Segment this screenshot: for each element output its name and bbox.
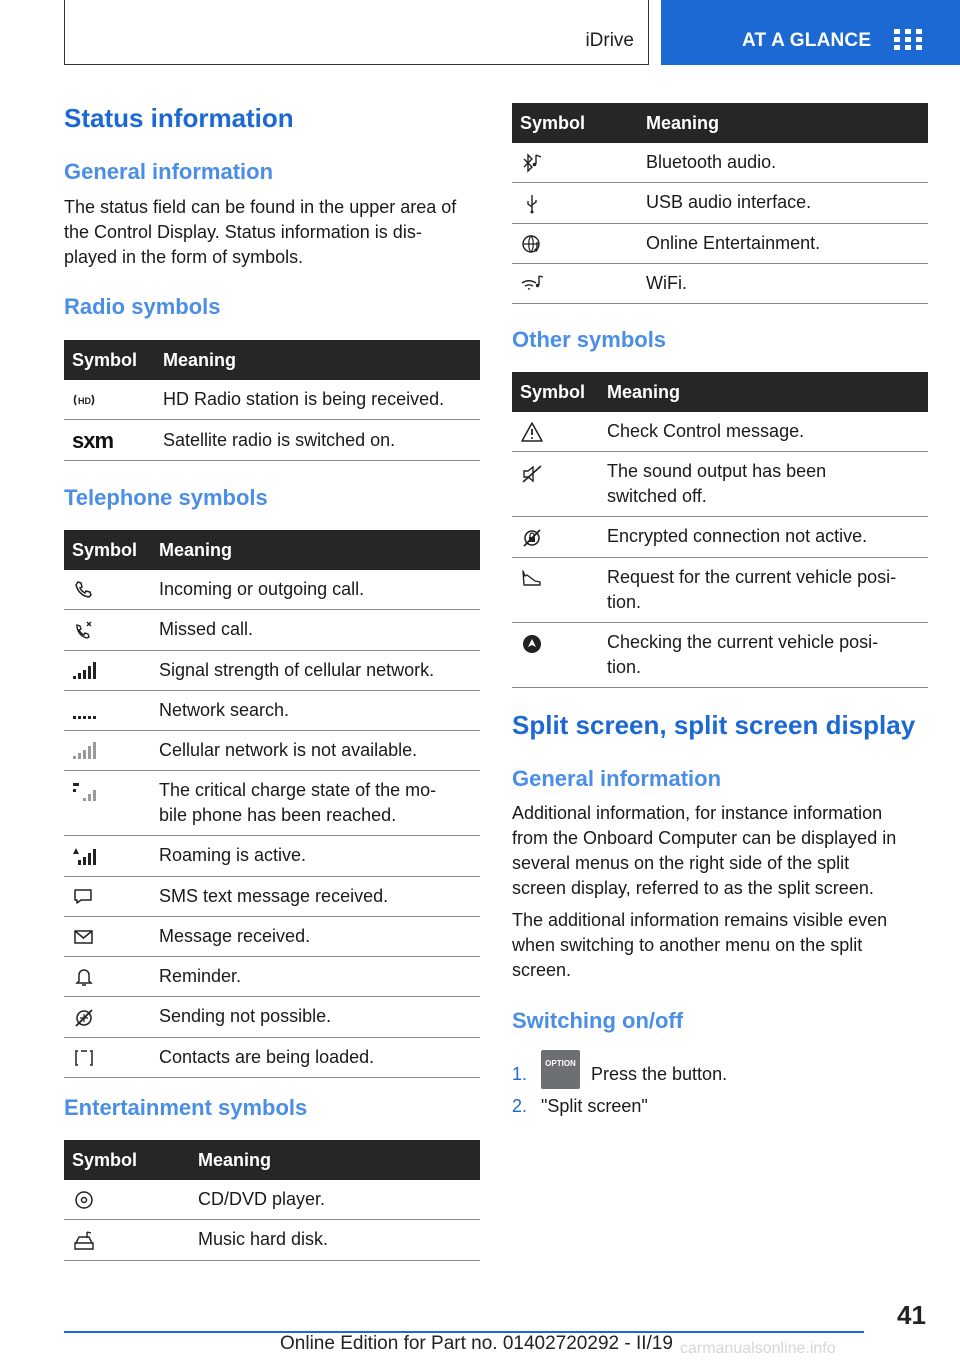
- radio-symbols-heading: Radio symbols: [64, 294, 221, 319]
- meaning-column-header: Meaning: [163, 340, 480, 380]
- watermark-text: carmanualsonline.info: [680, 1340, 836, 1357]
- table-row: Contacts are being loaded.: [64, 1037, 480, 1077]
- table-row: Sending not possible.: [64, 997, 480, 1037]
- disc-icon: [72, 1188, 96, 1212]
- switching-on-off-heading: Switching on/off: [512, 1008, 684, 1033]
- header-section-label: iDrive: [585, 30, 634, 51]
- table-row: CD/DVD player.: [64, 1180, 480, 1220]
- signal-bars-icon: [72, 659, 96, 683]
- table-row: SMS text message received.: [64, 876, 480, 916]
- list-item: [512, 1096, 928, 1126]
- entertainment-symbols-table-continued: [512, 103, 928, 304]
- table-cell-meaning: HD Radio station is being received.: [163, 380, 480, 420]
- table-row: Encrypted connection not active.: [512, 517, 928, 557]
- other-symbols-heading: Other symbols: [512, 327, 667, 352]
- online-entertainment-icon: [520, 232, 544, 256]
- symbol-column-header: Symbol: [512, 103, 646, 143]
- footer-edition-text: Online Edition for Part no. 01402720292 - II/19: [280, 1333, 673, 1354]
- other-symbols-table: [512, 372, 928, 688]
- table-row: WiFi.: [512, 263, 928, 303]
- table-row: [64, 420, 480, 461]
- speaker-muted-icon: [520, 462, 544, 486]
- header-chapter-box: [661, 0, 960, 65]
- option-button-icon: OPTION: [541, 1050, 580, 1089]
- sxm-logo-icon: sxm: [72, 428, 114, 453]
- step-number: 1.: [512, 1064, 528, 1084]
- header-chapter-label: AT A GLANCE: [742, 30, 872, 51]
- hard-disk-icon: [72, 1229, 96, 1253]
- table-row: Message received.: [64, 916, 480, 956]
- symbol-column-header: Symbol: [64, 340, 163, 380]
- status-information-title: Status information: [64, 103, 294, 133]
- network-search-icon: [72, 699, 96, 723]
- envelope-icon: [72, 925, 96, 949]
- radio-symbols-table: [64, 340, 480, 461]
- split-screen-text-2: The additional information remains visible even when switching to another menu on the split screen.: [512, 910, 888, 980]
- general-information-text: The status field can be found in the upper area of the Control Display. Status information is dis- played in the form of symbols.: [64, 197, 457, 267]
- phone-handset-icon: [72, 578, 96, 602]
- table-row: [512, 452, 928, 517]
- no-network-icon: [72, 739, 96, 763]
- header-section-box: [64, 0, 649, 65]
- table-row: Bluetooth audio.: [512, 143, 928, 183]
- step-text: "Split screen": [541, 1096, 648, 1116]
- missed-call-icon: [72, 619, 96, 643]
- vehicle-position-check-icon: [520, 632, 544, 656]
- symbol-column-header: Symbol: [64, 530, 159, 570]
- table-row: Check Control message.: [512, 412, 928, 452]
- meaning-column-header: Meaning: [159, 530, 480, 570]
- split-screen-text-1: Additional information, for instance information from the Onboard Computer can be displayed in several menus on the right side of the split screen display, referred to as the split screen.: [512, 803, 897, 898]
- telephone-symbols-table: [64, 530, 480, 1078]
- usb-icon: [520, 192, 544, 216]
- vehicle-position-request-icon: [520, 567, 544, 591]
- meaning-column-header: Meaning: [646, 103, 928, 143]
- wifi-icon: [520, 272, 544, 296]
- table-row: USB audio interface.: [512, 183, 928, 223]
- split-screen-title: Split screen, split screen display: [512, 710, 916, 740]
- step-text: Press the button.: [591, 1064, 728, 1084]
- table-row: Music hard disk.: [64, 1220, 480, 1260]
- telephone-symbols-heading: Telephone symbols: [64, 485, 268, 510]
- table-row: Reminder.: [64, 957, 480, 997]
- symbol-column-header: Symbol: [512, 372, 607, 412]
- table-header-row: [64, 340, 480, 380]
- table-cell-meaning: The sound output has been switched off.: [607, 452, 928, 517]
- roaming-icon: [72, 845, 96, 869]
- step-number: 2.: [512, 1096, 528, 1116]
- table-row: [512, 622, 928, 687]
- table-row: Roaming is active.: [64, 836, 480, 876]
- encryption-off-icon: [520, 526, 544, 550]
- table-row: Network search.: [64, 690, 480, 730]
- table-header-row: [512, 103, 928, 143]
- general-information-heading: General information: [64, 159, 274, 184]
- sending-blocked-icon: [72, 1006, 96, 1030]
- table-row: Signal strength of cellular network.: [64, 650, 480, 690]
- svg-text:HD: HD: [78, 396, 91, 407]
- table-row: Incoming or outgoing call.: [64, 570, 480, 610]
- hd-radio-icon: [72, 388, 96, 412]
- contacts-loading-icon: [72, 1046, 96, 1070]
- entertainment-symbols-table: [64, 1140, 480, 1261]
- list-item: [512, 1059, 928, 1094]
- grid-menu-icon: [894, 29, 922, 51]
- sms-bubble-icon: [72, 885, 96, 909]
- page-number: 41: [897, 1300, 926, 1330]
- table-header-row: [64, 1140, 480, 1180]
- table-row: [64, 380, 480, 420]
- table-row: Cellular network is not available.: [64, 731, 480, 771]
- table-cell-meaning: The critical charge state of the mo- bile phone has been reached.: [159, 771, 480, 836]
- meaning-column-header: Meaning: [198, 1140, 480, 1180]
- table-cell-meaning: Request for the current vehicle posi- tion.: [607, 557, 928, 622]
- symbol-column-header: Symbol: [64, 1140, 198, 1180]
- bluetooth-audio-icon: [520, 151, 544, 175]
- table-row: [512, 557, 928, 622]
- table-row: Missed call.: [64, 610, 480, 650]
- entertainment-symbols-heading: Entertainment symbols: [64, 1095, 308, 1120]
- table-header-row: [64, 530, 480, 570]
- table-row: Online Entertainment.: [512, 223, 928, 263]
- meaning-column-header: Meaning: [607, 372, 928, 412]
- low-battery-icon: [72, 781, 96, 805]
- table-cell-meaning: Checking the current vehicle posi- tion.: [607, 622, 928, 687]
- table-row: [64, 771, 480, 836]
- warning-triangle-icon: [520, 420, 544, 444]
- table-cell-meaning: Satellite radio is switched on.: [163, 420, 480, 461]
- bell-icon: [72, 965, 96, 989]
- table-header-row: [512, 372, 928, 412]
- split-general-information-heading: General information: [512, 766, 722, 791]
